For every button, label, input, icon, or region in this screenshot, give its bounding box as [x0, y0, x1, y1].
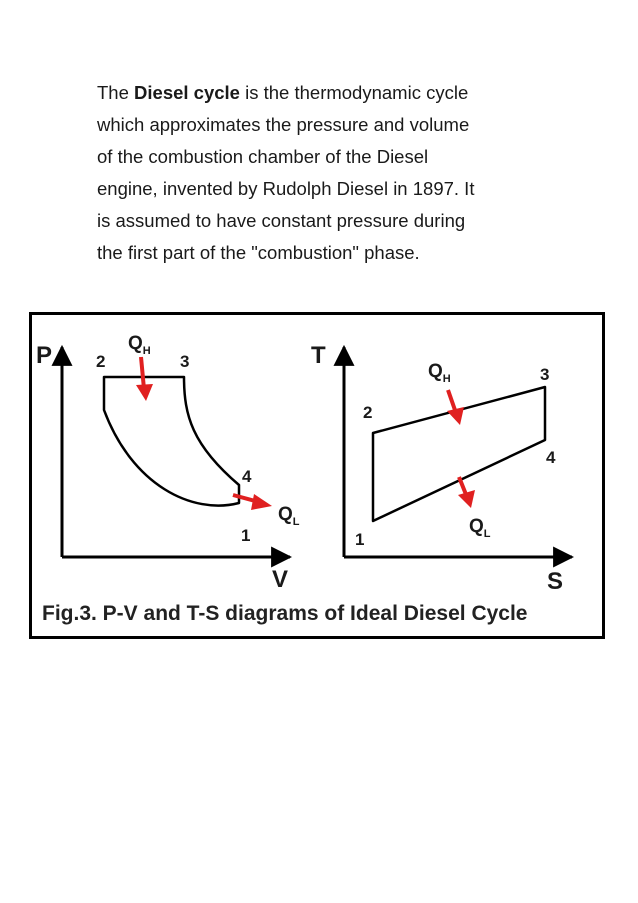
ts-cycle-curve	[373, 387, 545, 521]
pv-heat-in-arrow	[136, 357, 153, 401]
ts-point-3: 3	[540, 365, 550, 384]
pv-point-1: 1	[241, 526, 251, 545]
paragraph-line-1: The Diesel cycle is the thermodynamic cycle	[97, 82, 469, 103]
ts-point-1: 1	[355, 530, 365, 549]
pv-x-label: V	[272, 566, 289, 593]
pv-heat-in-label: $Q_H$	[128, 333, 151, 357]
ts-x-label: S	[547, 568, 564, 595]
pv-diagram	[36, 333, 300, 593]
pv-point-2: 2	[96, 352, 106, 371]
pv-point-3: 3	[180, 352, 190, 371]
diagram-canvas	[32, 315, 602, 636]
ts-heat-in-arrow	[447, 390, 464, 425]
diesel-cycle-figure	[29, 312, 605, 639]
term-diesel-cycle: Diesel cycle	[134, 82, 240, 103]
description-paragraph	[97, 77, 567, 269]
ts-point-2: 2	[363, 403, 373, 422]
ts-diagram	[311, 342, 572, 595]
figure-caption: Fig.3. P-V and T-S diagrams of Ideal Diesel Cycle	[42, 602, 528, 625]
paragraph-line-2: which approximates the pressure and volume	[97, 114, 470, 135]
paragraph-line-4: engine, invented by Rudolph Diesel in 1897. It	[97, 178, 475, 199]
ts-heat-in-label: $Q_H$	[428, 361, 451, 385]
pv-y-label: P	[36, 342, 53, 369]
ts-heat-out-arrow	[458, 477, 475, 508]
ts-point-4: 4	[546, 448, 556, 467]
pv-cycle-curve	[104, 377, 239, 506]
paragraph-line-6: the first part of the "combustion" phase.	[97, 242, 420, 263]
paragraph-line-5: is assumed to have constant pressure during	[97, 210, 466, 231]
paragraph-line-3: of the combustion chamber of the Diesel	[97, 146, 429, 167]
pv-heat-out-label: $Q_L$	[278, 504, 300, 528]
ts-heat-out-label: $Q_L$	[469, 516, 491, 540]
pv-point-4: 4	[242, 467, 252, 486]
ts-y-label: T	[311, 342, 326, 369]
